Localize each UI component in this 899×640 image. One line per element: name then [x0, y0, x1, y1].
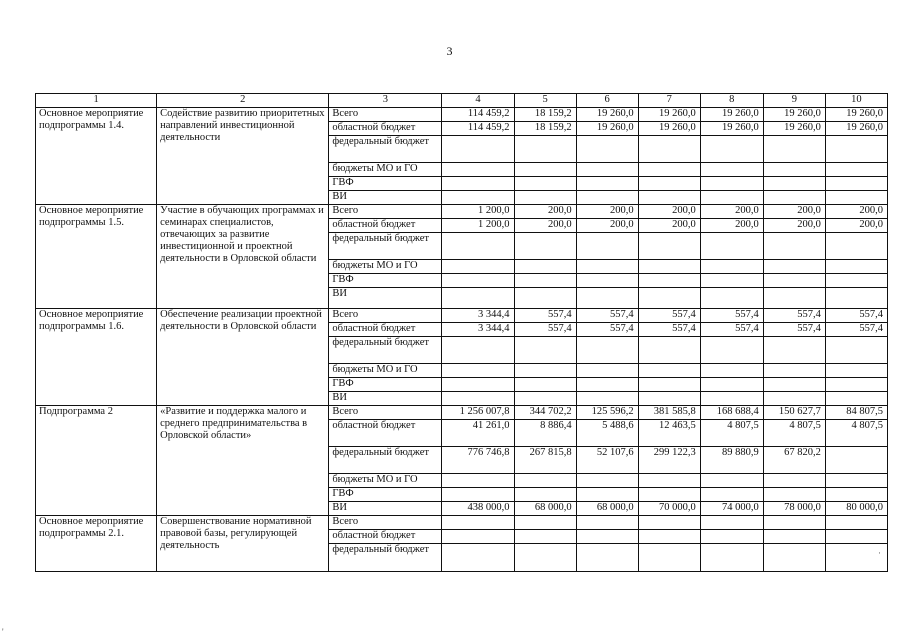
value-cell: 125 596,2: [576, 406, 638, 420]
value-cell: [763, 530, 825, 544]
activity-description: Обеспечение реализации проектной деятельности в Орловской области: [157, 309, 329, 406]
value-cell: 557,4: [576, 323, 638, 337]
value-cell: [514, 274, 576, 288]
table-row: [36, 516, 888, 530]
value-cell: [825, 136, 887, 163]
value-cell: 200,0: [700, 205, 763, 219]
value-cell: [763, 544, 825, 572]
value-cell: [638, 163, 700, 177]
value-cell: 557,4: [700, 309, 763, 323]
value-cell: [576, 233, 638, 260]
value-cell: 557,4: [514, 309, 576, 323]
value-cell: 557,4: [638, 309, 700, 323]
value-cell: [638, 274, 700, 288]
value-cell: [763, 488, 825, 502]
activity-description: Участие в обучающих программах и семинарах специалистов, отвечающих за развитие инвестиционной и проектной деятельности в Орловской области: [157, 205, 329, 309]
value-cell: [825, 191, 887, 205]
value-cell: 200,0: [763, 219, 825, 233]
funding-source: Всего: [329, 205, 442, 219]
value-cell: [700, 516, 763, 530]
value-cell: 114 459,2: [442, 108, 514, 122]
funding-source: областной бюджет: [329, 323, 442, 337]
funding-source: бюджеты МО и ГО: [329, 163, 442, 177]
value-cell: 200,0: [638, 205, 700, 219]
table-row: [36, 108, 888, 122]
funding-source: Всего: [329, 108, 442, 122]
value-cell: [576, 392, 638, 406]
value-cell: [514, 177, 576, 191]
value-cell: [514, 392, 576, 406]
value-cell: 19 260,0: [825, 122, 887, 136]
value-cell: [576, 378, 638, 392]
value-cell: [442, 530, 514, 544]
value-cell: 19 260,0: [576, 108, 638, 122]
value-cell: [638, 177, 700, 191]
page-number: 3: [446, 44, 453, 58]
activity-description: Содействие развитию приоритетных направлений инвестиционной деятельности: [157, 108, 329, 205]
header-cell: 5: [514, 94, 576, 108]
value-cell: 200,0: [700, 219, 763, 233]
value-cell: [442, 233, 514, 260]
header-cell: 2: [157, 94, 329, 108]
value-cell: [514, 474, 576, 488]
value-cell: 557,4: [638, 323, 700, 337]
value-cell: 200,0: [576, 219, 638, 233]
value-cell: [763, 474, 825, 488]
value-cell: 52 107,6: [576, 447, 638, 474]
value-cell: [638, 288, 700, 309]
value-cell: [514, 378, 576, 392]
value-cell: [700, 392, 763, 406]
value-cell: [576, 488, 638, 502]
value-cell: [442, 191, 514, 205]
value-cell: [638, 136, 700, 163]
value-cell: 18 159,2: [514, 122, 576, 136]
funding-source: ГВФ: [329, 274, 442, 288]
value-cell: 68 000,0: [514, 502, 576, 516]
value-cell: 4 807,5: [763, 420, 825, 447]
value-cell: 8 886,4: [514, 420, 576, 447]
value-cell: [700, 544, 763, 572]
funding-source: областной бюджет: [329, 219, 442, 233]
value-cell: 776 746,8: [442, 447, 514, 474]
value-cell: 200,0: [514, 205, 576, 219]
value-cell: [576, 474, 638, 488]
value-cell: [700, 260, 763, 274]
value-cell: [514, 136, 576, 163]
funding-source: федеральный бюджет: [329, 337, 442, 364]
funding-source: бюджеты МО и ГО: [329, 260, 442, 274]
value-cell: 557,4: [576, 309, 638, 323]
activity-description: «Развитие и поддержка малого и среднего предпринимательства в Орловской области»: [157, 406, 329, 516]
value-cell: [576, 288, 638, 309]
value-cell: 381 585,8: [638, 406, 700, 420]
value-cell: 557,4: [825, 309, 887, 323]
value-cell: 150 627,7: [763, 406, 825, 420]
value-cell: [700, 191, 763, 205]
value-cell: [442, 288, 514, 309]
value-cell: 200,0: [825, 219, 887, 233]
value-cell: [700, 530, 763, 544]
value-cell: [700, 136, 763, 163]
value-cell: 344 702,2: [514, 406, 576, 420]
table-row: [36, 205, 888, 219]
activity-description: Совершенствование нормативной правовой базы, регулирующей деятельность: [157, 516, 329, 572]
funding-source: ГВФ: [329, 177, 442, 191]
funding-source: Всего: [329, 309, 442, 323]
value-cell: [638, 260, 700, 274]
value-cell: [576, 274, 638, 288]
value-cell: 3 344,4: [442, 323, 514, 337]
value-cell: [700, 177, 763, 191]
value-cell: 5 488,6: [576, 420, 638, 447]
header-cell: 6: [576, 94, 638, 108]
funding-source: федеральный бюджет: [329, 136, 442, 163]
table-row: [36, 406, 888, 420]
value-cell: 557,4: [700, 323, 763, 337]
funding-source: федеральный бюджет: [329, 233, 442, 260]
value-cell: 19 260,0: [576, 122, 638, 136]
value-cell: 557,4: [514, 323, 576, 337]
value-cell: [576, 530, 638, 544]
value-cell: 68 000,0: [576, 502, 638, 516]
value-cell: [638, 516, 700, 530]
value-cell: 89 880,9: [700, 447, 763, 474]
value-cell: [514, 337, 576, 364]
value-cell: [576, 136, 638, 163]
value-cell: 557,4: [763, 323, 825, 337]
activity-name: Основное мероприятие подпрограммы 2.1.: [36, 516, 157, 572]
value-cell: 200,0: [763, 205, 825, 219]
value-cell: [638, 530, 700, 544]
value-cell: [514, 260, 576, 274]
value-cell: [700, 378, 763, 392]
value-cell: [576, 337, 638, 364]
value-cell: 1 200,0: [442, 205, 514, 219]
funding-source: ВИ: [329, 191, 442, 205]
header-cell: 7: [638, 94, 700, 108]
funding-source: ВИ: [329, 502, 442, 516]
scan-mark-edge: ': [2, 627, 4, 637]
value-cell: [700, 474, 763, 488]
value-cell: [638, 488, 700, 502]
value-cell: [700, 163, 763, 177]
header-cell: 10: [825, 94, 887, 108]
value-cell: 12 463,5: [638, 420, 700, 447]
value-cell: [825, 392, 887, 406]
value-cell: [514, 288, 576, 309]
value-cell: 1 256 007,8: [442, 406, 514, 420]
value-cell: [442, 516, 514, 530]
value-cell: [825, 364, 887, 378]
value-cell: [576, 260, 638, 274]
scan-mark: ·: [878, 548, 881, 558]
funding-source: федеральный бюджет: [329, 447, 442, 474]
value-cell: [763, 392, 825, 406]
value-cell: [763, 288, 825, 309]
activity-name: Основное мероприятие подпрограммы 1.6.: [36, 309, 157, 406]
header-cell: 9: [763, 94, 825, 108]
funding-source: Всего: [329, 406, 442, 420]
value-cell: [514, 191, 576, 205]
value-cell: [514, 163, 576, 177]
value-cell: [763, 136, 825, 163]
value-cell: 19 260,0: [638, 108, 700, 122]
value-cell: [700, 274, 763, 288]
value-cell: [442, 364, 514, 378]
value-cell: 80 000,0: [825, 502, 887, 516]
value-cell: [442, 163, 514, 177]
activity-name: Основное мероприятие подпрограммы 1.4.: [36, 108, 157, 205]
value-cell: [638, 474, 700, 488]
value-cell: [576, 544, 638, 572]
value-cell: [576, 191, 638, 205]
value-cell: [825, 177, 887, 191]
value-cell: [763, 260, 825, 274]
value-cell: [825, 163, 887, 177]
value-cell: 19 260,0: [763, 122, 825, 136]
value-cell: 19 260,0: [638, 122, 700, 136]
value-cell: [763, 163, 825, 177]
value-cell: [442, 392, 514, 406]
value-cell: 74 000,0: [700, 502, 763, 516]
value-cell: [514, 544, 576, 572]
value-cell: [825, 516, 887, 530]
value-cell: [442, 378, 514, 392]
funding-source: федеральный бюджет: [329, 544, 442, 572]
activity-name: Подпрограмма 2: [36, 406, 157, 516]
value-cell: 438 000,0: [442, 502, 514, 516]
value-cell: [638, 233, 700, 260]
value-cell: [576, 177, 638, 191]
value-cell: [825, 274, 887, 288]
value-cell: [514, 488, 576, 502]
value-cell: 18 159,2: [514, 108, 576, 122]
value-cell: [442, 274, 514, 288]
value-cell: 557,4: [825, 323, 887, 337]
value-cell: [763, 337, 825, 364]
value-cell: 19 260,0: [700, 108, 763, 122]
value-cell: [638, 544, 700, 572]
value-cell: 19 260,0: [825, 108, 887, 122]
funding-source: бюджеты МО и ГО: [329, 364, 442, 378]
value-cell: [700, 233, 763, 260]
value-cell: [825, 288, 887, 309]
value-cell: [638, 378, 700, 392]
value-cell: 299 122,3: [638, 447, 700, 474]
value-cell: [638, 191, 700, 205]
value-cell: [825, 474, 887, 488]
value-cell: 200,0: [576, 205, 638, 219]
value-cell: [638, 392, 700, 406]
value-cell: [763, 378, 825, 392]
value-cell: [442, 260, 514, 274]
value-cell: 70 000,0: [638, 502, 700, 516]
funding-source: ГВФ: [329, 378, 442, 392]
value-cell: 557,4: [763, 309, 825, 323]
table-row: [36, 309, 888, 323]
activity-name: Основное мероприятие подпрограммы 1.5.: [36, 205, 157, 309]
value-cell: [763, 274, 825, 288]
value-cell: [638, 337, 700, 364]
funding-source: Всего: [329, 516, 442, 530]
funding-source: областной бюджет: [329, 122, 442, 136]
value-cell: [442, 474, 514, 488]
value-cell: [442, 488, 514, 502]
value-cell: [442, 337, 514, 364]
funding-source: бюджеты МО и ГО: [329, 474, 442, 488]
value-cell: [763, 364, 825, 378]
value-cell: 3 344,4: [442, 309, 514, 323]
value-cell: [700, 288, 763, 309]
value-cell: 84 807,5: [825, 406, 887, 420]
value-cell: [442, 136, 514, 163]
funding-source: ВИ: [329, 392, 442, 406]
value-cell: 1 200,0: [442, 219, 514, 233]
header-cell: 1: [36, 94, 157, 108]
value-cell: [638, 364, 700, 378]
value-cell: [825, 488, 887, 502]
value-cell: [700, 364, 763, 378]
value-cell: 200,0: [638, 219, 700, 233]
value-cell: 200,0: [825, 205, 887, 219]
budget-table: [35, 93, 888, 572]
value-cell: [576, 516, 638, 530]
funding-source: ГВФ: [329, 488, 442, 502]
value-cell: 41 261,0: [442, 420, 514, 447]
value-cell: [442, 177, 514, 191]
value-cell: [514, 530, 576, 544]
value-cell: [442, 544, 514, 572]
value-cell: [514, 516, 576, 530]
value-cell: [514, 233, 576, 260]
value-cell: [825, 233, 887, 260]
funding-source: областной бюджет: [329, 420, 442, 447]
value-cell: 4 807,5: [825, 420, 887, 447]
value-cell: 4 807,5: [700, 420, 763, 447]
value-cell: 168 688,4: [700, 406, 763, 420]
value-cell: [825, 378, 887, 392]
value-cell: [825, 337, 887, 364]
value-cell: [700, 488, 763, 502]
value-cell: [763, 177, 825, 191]
funding-source: ВИ: [329, 288, 442, 309]
value-cell: [700, 337, 763, 364]
value-cell: 267 815,8: [514, 447, 576, 474]
header-cell: 4: [442, 94, 514, 108]
value-cell: [576, 163, 638, 177]
value-cell: 67 820,2: [763, 447, 825, 474]
funding-source: областной бюджет: [329, 530, 442, 544]
value-cell: 200,0: [514, 219, 576, 233]
header-cell: 3: [329, 94, 442, 108]
value-cell: [576, 364, 638, 378]
value-cell: 78 000,0: [763, 502, 825, 516]
value-cell: [825, 530, 887, 544]
value-cell: [763, 516, 825, 530]
table-header-row: [36, 94, 888, 108]
value-cell: 19 260,0: [700, 122, 763, 136]
value-cell: [763, 191, 825, 205]
value-cell: [514, 364, 576, 378]
header-cell: 8: [700, 94, 763, 108]
value-cell: 114 459,2: [442, 122, 514, 136]
value-cell: [763, 233, 825, 260]
value-cell: [825, 447, 887, 474]
value-cell: 19 260,0: [763, 108, 825, 122]
value-cell: [825, 260, 887, 274]
